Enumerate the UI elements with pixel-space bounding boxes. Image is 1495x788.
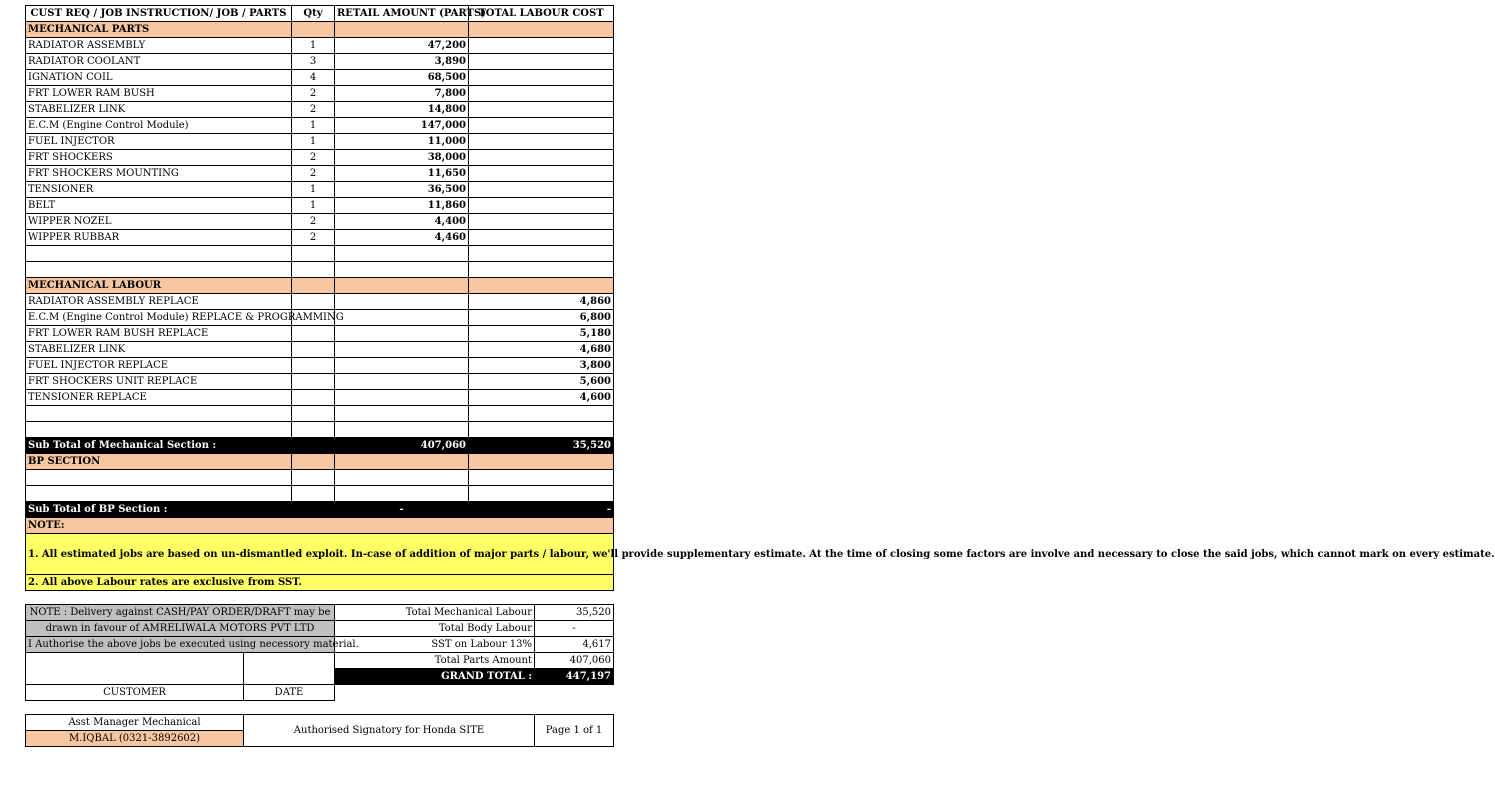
- labour-amount: [335, 294, 469, 310]
- part-qty: 2: [292, 86, 335, 102]
- part-labour: [469, 198, 614, 214]
- labour-cost: 5,600: [469, 374, 614, 390]
- labour-name: RADIATOR ASSEMBLY REPLACE: [26, 294, 292, 310]
- estimate-table: [25, 5, 1495, 591]
- labour-amount: [335, 342, 469, 358]
- part-amount: 14,800: [335, 102, 469, 118]
- bp-title: BP SECTION: [26, 454, 292, 470]
- part-amount: 4,460: [335, 230, 469, 246]
- signatory-role: Asst Manager Mechanical: [26, 715, 244, 731]
- header-retail-amount: RETAIL AMOUNT (PARTS): [335, 6, 469, 22]
- parts-row: [26, 38, 614, 54]
- labour-cost: 6,800: [469, 310, 614, 326]
- mech-labour-body: [26, 294, 614, 406]
- grand-total-label: GRAND TOTAL :: [335, 669, 535, 685]
- part-name: STABELIZER LINK: [26, 102, 292, 118]
- bp-subtotal-parts: -: [335, 502, 469, 518]
- labour-cost: 4,680: [469, 342, 614, 358]
- parts-row: [26, 86, 614, 102]
- part-qty: 1: [292, 118, 335, 134]
- part-labour: [469, 150, 614, 166]
- part-amount: 11,000: [335, 134, 469, 150]
- labour-cost: 3,800: [469, 358, 614, 374]
- labour-qty: [292, 374, 335, 390]
- note-line2-row: [26, 575, 614, 591]
- footer-table: [25, 604, 614, 701]
- part-labour: [469, 166, 614, 182]
- header-labour-cost: TOTAL LABOUR COST: [469, 6, 614, 22]
- authorise-text: I Authorise the above jobs be executed using necessory material.: [26, 637, 335, 653]
- table-header: [26, 6, 614, 22]
- labour-row: [26, 390, 614, 406]
- labour-amount: [335, 310, 469, 326]
- part-qty: 1: [292, 198, 335, 214]
- note-line1-row: [26, 534, 614, 575]
- part-labour: [469, 70, 614, 86]
- signatory-name: M.IQBAL (0321-3892602): [26, 731, 244, 747]
- part-amount: 68,500: [335, 70, 469, 86]
- part-qty: 2: [292, 230, 335, 246]
- part-labour: [469, 182, 614, 198]
- part-qty: 2: [292, 150, 335, 166]
- labour-cost: 4,600: [469, 390, 614, 406]
- parts-row: [26, 102, 614, 118]
- part-name: FRT SHOCKERS MOUNTING: [26, 166, 292, 182]
- mech-subtotal-label: Sub Total of Mechanical Section :: [26, 438, 335, 454]
- part-name: FRT LOWER RAM BUSH: [26, 86, 292, 102]
- labour-row: [26, 374, 614, 390]
- bp-subtotal-label: Sub Total of BP Section :: [26, 502, 335, 518]
- page-number: Page 1 of 1: [535, 715, 614, 747]
- labour-qty: [292, 326, 335, 342]
- date-box: [244, 653, 335, 685]
- part-labour: [469, 54, 614, 70]
- delivery-note-1: NOTE : Delivery against CASH/PAY ORDER/DRAFT may be: [26, 605, 335, 621]
- total-label-3: Total Parts Amount: [335, 653, 535, 669]
- labour-cost: 5,180: [469, 326, 614, 342]
- part-amount: 47,200: [335, 38, 469, 54]
- part-amount: 7,800: [335, 86, 469, 102]
- part-qty: 2: [292, 102, 335, 118]
- part-amount: 11,860: [335, 198, 469, 214]
- labour-name: FUEL INJECTOR REPLACE: [26, 358, 292, 374]
- total-label-2: SST on Labour 13%: [335, 637, 535, 653]
- labour-amount: [335, 358, 469, 374]
- part-labour: [469, 214, 614, 230]
- part-name: TENSIONER: [26, 182, 292, 198]
- part-labour: [469, 230, 614, 246]
- note-title: NOTE:: [26, 518, 614, 534]
- labour-row: [26, 326, 614, 342]
- mech-subtotal-parts: 407,060: [335, 438, 469, 454]
- part-labour: [469, 102, 614, 118]
- part-name: IGNATION COIL: [26, 70, 292, 86]
- mech-labour-title-row: [26, 278, 614, 294]
- parts-row: [26, 230, 614, 246]
- customer-label: CUSTOMER: [26, 685, 244, 701]
- mech-parts-title-row: [26, 22, 614, 38]
- part-amount: 4,400: [335, 214, 469, 230]
- part-name: FUEL INJECTOR: [26, 134, 292, 150]
- authorised-signatory: Authorised Signatory for Honda SITE: [244, 715, 535, 747]
- part-qty: 2: [292, 214, 335, 230]
- note-title-row: [26, 518, 614, 534]
- part-qty: 4: [292, 70, 335, 86]
- labour-amount: [335, 390, 469, 406]
- part-name: FRT SHOCKERS: [26, 150, 292, 166]
- bp-subtotal-labour: -: [469, 502, 614, 518]
- labour-row: [26, 358, 614, 374]
- labour-name: STABELIZER LINK: [26, 342, 292, 358]
- part-name: WIPPER NOZEL: [26, 214, 292, 230]
- total-value-3: 407,060: [535, 653, 614, 669]
- part-labour: [469, 134, 614, 150]
- total-value-2: 4,617: [535, 637, 614, 653]
- labour-name: FRT SHOCKERS UNIT REPLACE: [26, 374, 292, 390]
- note-line1: 1. All estimated jobs are based on un-dismantled exploit. In-case of addition of major parts / labour, we'll provide supplementary estimate. At the time of closing some factors are involve and necessary to close the said jobs, which cannot mark on every estimate.: [26, 534, 614, 575]
- bp-title-row: [26, 454, 614, 470]
- mech-parts-title: MECHANICAL PARTS: [26, 22, 292, 38]
- delivery-note-2: drawn in favour of AMRELIWALA MOTORS PVT LTD: [26, 621, 335, 637]
- estimate-sheet: [25, 5, 1495, 747]
- labour-qty: [292, 342, 335, 358]
- part-qty: 1: [292, 38, 335, 54]
- date-label: DATE: [244, 685, 335, 701]
- part-amount: 147,000: [335, 118, 469, 134]
- part-labour: [469, 118, 614, 134]
- parts-row: [26, 198, 614, 214]
- labour-name: E.C.M (Engine Control Module) REPLACE & PROGRAMMING: [26, 310, 292, 326]
- part-qty: 2: [292, 166, 335, 182]
- parts-row: [26, 54, 614, 70]
- part-labour: [469, 86, 614, 102]
- part-name: BELT: [26, 198, 292, 214]
- part-name: RADIATOR ASSEMBLY: [26, 38, 292, 54]
- labour-row: [26, 310, 614, 326]
- part-name: WIPPER RUBBAR: [26, 230, 292, 246]
- part-qty: 1: [292, 134, 335, 150]
- parts-row: [26, 118, 614, 134]
- labour-qty: [292, 294, 335, 310]
- parts-row: [26, 166, 614, 182]
- labour-amount: [335, 326, 469, 342]
- header-qty: Qty: [292, 6, 335, 22]
- mech-subtotal-labour: 35,520: [469, 438, 614, 454]
- part-labour: [469, 38, 614, 54]
- labour-amount: [335, 374, 469, 390]
- header-job: CUST REQ / JOB INSTRUCTION/ JOB / PARTS: [26, 6, 292, 22]
- parts-row: [26, 182, 614, 198]
- grand-total-value: 447,197: [535, 669, 614, 685]
- part-name: E.C.M (Engine Control Module): [26, 118, 292, 134]
- mech-subtotal-row: [26, 438, 614, 454]
- signature-table: [25, 714, 614, 747]
- total-value-0: 35,520: [535, 605, 614, 621]
- labour-qty: [292, 358, 335, 374]
- mech-labour-title: MECHANICAL LABOUR: [26, 278, 292, 294]
- parts-row: [26, 134, 614, 150]
- customer-signature-box: [26, 653, 244, 685]
- part-amount: 11,650: [335, 166, 469, 182]
- part-qty: 3: [292, 54, 335, 70]
- total-label-0: Total Mechanical Labour: [335, 605, 535, 621]
- part-amount: 38,000: [335, 150, 469, 166]
- bp-subtotal-row: [26, 502, 614, 518]
- part-amount: 3,890: [335, 54, 469, 70]
- parts-row: [26, 214, 614, 230]
- labour-name: FRT LOWER RAM BUSH REPLACE: [26, 326, 292, 342]
- parts-row: [26, 150, 614, 166]
- total-value-1: -: [535, 621, 614, 637]
- note-line2: 2. All above Labour rates are exclusive from SST.: [26, 575, 614, 591]
- part-amount: 36,500: [335, 182, 469, 198]
- labour-qty: [292, 390, 335, 406]
- total-label-1: Total Body Labour: [335, 621, 535, 637]
- mech-parts-body: [26, 38, 614, 246]
- labour-cost: 4,860: [469, 294, 614, 310]
- labour-row: [26, 342, 614, 358]
- part-name: RADIATOR COOLANT: [26, 54, 292, 70]
- parts-row: [26, 70, 614, 86]
- labour-row: [26, 294, 614, 310]
- labour-name: TENSIONER REPLACE: [26, 390, 292, 406]
- part-qty: 1: [292, 182, 335, 198]
